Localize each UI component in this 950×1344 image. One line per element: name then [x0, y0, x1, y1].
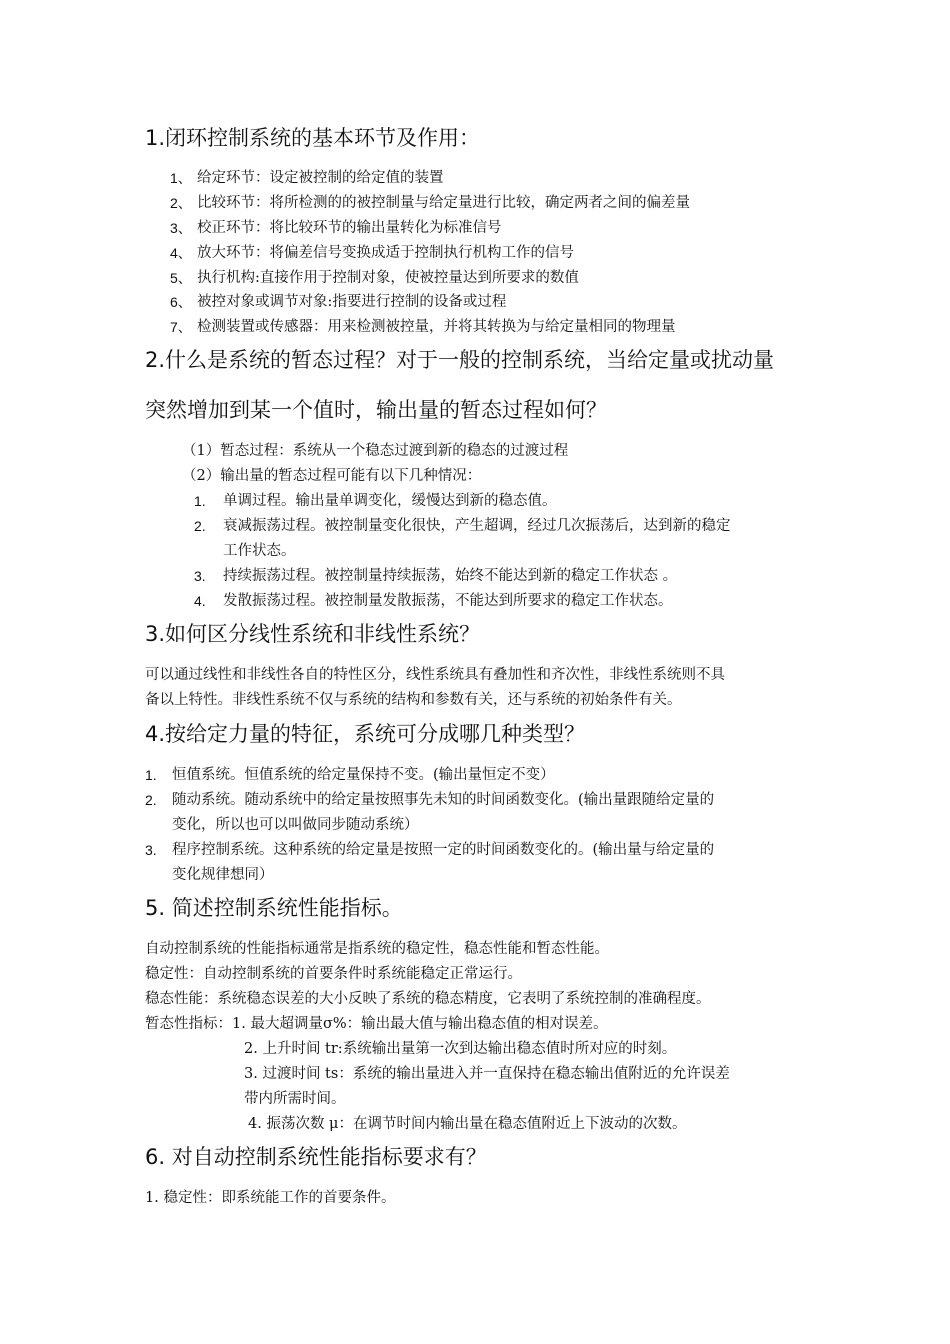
list-item-number: 2、	[170, 195, 192, 211]
list-item-text: 比较环节：将所检测的的被控制量与给定量进行比较，确定两者之间的偏差量	[197, 195, 690, 211]
list-item-text: 执行机构:直接作用于控制对象，使被控量达到所要求的数值	[197, 270, 579, 286]
list-item-number: 1.	[194, 493, 206, 509]
list-item-text-continued: 变化，所以也可以叫做同步随动系统）	[172, 817, 419, 833]
section-5-paragraph-line: 暂态性指标：1. 最大超调量σ%：输出最大值与输出稳态值的相对误差。	[145, 1016, 608, 1032]
section-6-heading: 6. 对自动控制系统性能指标要求有？	[145, 1145, 487, 1169]
list-item-number: 2.	[194, 518, 206, 534]
section-5-indented-line: 2. 上升时间 tr:系统输出量第一次到达输出稳态值时所对应的时刻。	[244, 1041, 677, 1057]
list-item-text-continued: 工作状态。	[223, 543, 296, 559]
list-item-number: 4、	[170, 245, 192, 261]
list-item-number: 3.	[145, 842, 157, 858]
section-3-paragraph-line: 可以通过线性和非线性各自的特性区分，线性系统具有叠加性和齐次性，非线性系统则不具	[145, 667, 725, 683]
list-item-number: 2.	[145, 792, 157, 808]
section-5-heading: 5. 简述控制系统性能指标。	[145, 896, 403, 920]
section-5-indented-line: 4. 振荡次数 μ：在调节时间内输出量在稳态值附近上下波动的次数。	[248, 1116, 687, 1132]
list-item-text: 持续振荡过程。被控制量持续振荡，始终不能达到新的稳定工作状态 。	[223, 568, 678, 584]
list-item-text: 被控对象或调节对象:指要进行控制的设备或过程	[197, 294, 507, 310]
list-item-number: 3、	[170, 220, 192, 236]
section-5-paragraph-line: 自动控制系统的性能指标通常是指系统的稳定性，稳态性能和暂态性能。	[145, 941, 609, 957]
list-item-number: 5、	[170, 270, 192, 286]
section-6-paragraph-line: 1. 稳定性：即系统能工作的首要条件。	[145, 1190, 396, 1206]
list-item-text: 检测装置或传感器：用来检测被控量，并将其转换为与给定量相同的物理量	[197, 319, 676, 335]
section-5-paragraph-line: 稳定性：自动控制系统的首要条件时系统能稳定正常运行。	[145, 966, 522, 982]
section-5-indented-line: 3. 过渡时间 ts：系统的输出量进入并一直保持在稳态输出值附近的允许误差	[244, 1066, 730, 1082]
section-2-paragraph: （1）暂态过程：系统从一个稳态过渡到新的稳态的过渡过程	[182, 443, 569, 459]
list-item-number: 4.	[194, 593, 206, 609]
section-2-heading-line-2: 突然增加到某一个值时，输出量的暂态过程如何？	[145, 398, 607, 422]
list-item-text: 程序控制系统。这种系统的给定量是按照一定的时间函数变化的。(输出量与给定量的	[172, 842, 715, 858]
list-item-text: 恒值系统。恒值系统的给定量保持不变。(输出量恒定不变）	[172, 767, 555, 783]
section-2-paragraph: （2）输出量的暂态过程可能有以下几种情况：	[182, 468, 482, 484]
section-1-heading: 1.闭环控制系统的基本环节及作用：	[145, 126, 481, 150]
section-3-heading: 3.如何区分线性系统和非线性系统？	[145, 622, 481, 646]
section-4-heading: 4.按给定力量的特征，系统可分成哪几种类型？	[145, 722, 586, 746]
list-item-number: 7、	[170, 319, 192, 335]
list-item-number: 1、	[170, 170, 192, 186]
section-5-indented-line: 带内所需时间。	[244, 1091, 346, 1107]
list-item-text: 单调过程。输出量单调变化，缓慢达到新的稳态值。	[223, 493, 557, 509]
list-item-text-continued: 变化规律想同）	[172, 867, 274, 883]
list-item-number: 6、	[170, 294, 192, 310]
list-item-text: 衰减振荡过程。被控制量变化很快，产生超调，经过几次振荡后，达到新的稳定	[223, 518, 731, 534]
section-2-heading-line-1: 2.什么是系统的暂态过程？对于一般的控制系统，当给定量或扰动量	[145, 348, 775, 372]
list-item-text: 放大环节：将偏差信号变换成适于控制执行机构工作的信号	[197, 245, 574, 261]
list-item-text: 给定环节：设定被控制的给定值的装置	[197, 170, 444, 186]
list-item-number: 3.	[194, 568, 206, 584]
section-5-paragraph-line: 稳态性能：系统稳态误差的大小反映了系统的稳态精度，它表明了系统控制的准确程度。	[145, 991, 711, 1007]
list-item-text: 发散振荡过程。被控制量发散振荡，不能达到所要求的稳定工作状态。	[223, 593, 673, 609]
section-3-paragraph-line: 备以上特性。非线性系统不仅与系统的结构和参数有关，还与系统的初始条件有关。	[145, 692, 682, 708]
list-item-text: 校正环节：将比较环节的输出量转化为标准信号	[197, 220, 502, 236]
list-item-number: 1.	[145, 767, 157, 783]
list-item-text: 随动系统。随动系统中的给定量按照事先未知的时间函数变化。(输出量跟随给定量的	[172, 792, 715, 808]
